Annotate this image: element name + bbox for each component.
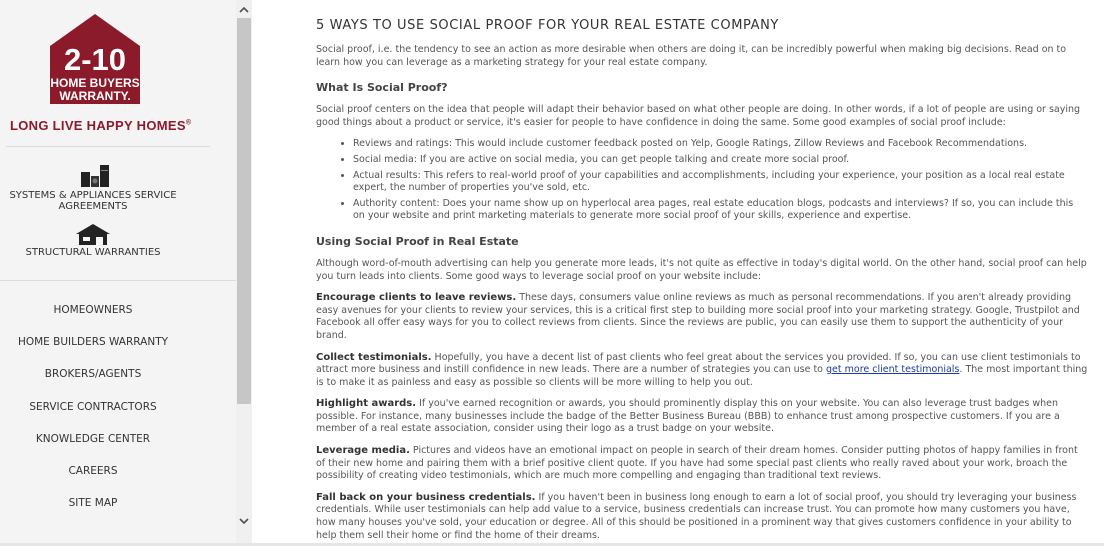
article-intro: Social proof, i.e. the tendency to see an action as more desirable when others are doing it, can be incredibly powerful when making big decisions. Read on to learn how you can leverage as a marketing strategy for your real estate company. xyxy=(316,44,1067,68)
scroll-thumb[interactable] xyxy=(237,18,251,404)
svg-text:WARRANTY.: WARRANTY. xyxy=(59,89,131,103)
list-item: • Reviews and ratings: This would include customer feedback posted on Yelp, Google Ratings, Zillow Reviews and Facebook Recommendations. xyxy=(353,138,1088,151)
strategy-text: If you haven't been in business long enough to earn a lot of social proof, you should try leveraging your business credentials. While user testimonials can help add value to a service, business credentials can increase trust. You can promote how many customers you have, how many houses you've sold, your education or degree. All of this should be positioned in a prominent way that gives customers confidence in your ability to help them sell their home or find the home of their dreams. xyxy=(316,491,1077,541)
strategy-lead: Leverage media. xyxy=(316,445,410,457)
testimonials-link[interactable]: get more client testimonials xyxy=(826,364,960,376)
list-item: • Actual results: This refers to real-world proof of your capabilities and accomplishments, including your experience, your position as a local real estate expert, the number of properties you've sold, etc. xyxy=(353,170,1088,195)
main-content xyxy=(252,0,1104,546)
nav-service-contractors[interactable]: SERVICE CONTRACTORS xyxy=(29,401,157,413)
nav-knowledge-center[interactable]: KNOWLEDGE CENTER xyxy=(35,433,151,445)
strategy-text: Pictures and videos have an emotional impact on people in search of their dream homes. Consider putting photos of happy families in front of their new home and pairing them with a brief positive client quote. If you have had some special past clients who really raved about your work, broach the possibility of creating video testimonials, which are much more compelling and engaging than traditional text reviews. xyxy=(316,445,1078,482)
sidebar-service-structural-warranties[interactable]: STRUCTURAL WARRANTIES xyxy=(25,247,161,258)
strategy-testimonials xyxy=(316,352,1088,390)
svg-text:2-10: 2-10 xyxy=(63,42,127,77)
appliances-icon xyxy=(80,164,110,188)
strategy-text: Hopefully, you have a decent list of past clients who feel great about the services you provided. If so, you can use client testimonials to attract more business and instill confidence in new leads. There are a number of strategies you can use to xyxy=(316,351,1081,376)
sidebar-divider xyxy=(0,280,236,281)
house-icon xyxy=(74,223,112,245)
strategy-lead: Fall back on your business credentials. xyxy=(316,491,536,503)
nav-site-map[interactable]: SITE MAP xyxy=(68,497,118,509)
nav-careers[interactable]: CAREERS xyxy=(68,465,118,477)
scroll-up-button[interactable] xyxy=(236,2,252,18)
section-heading: What Is Social Proof? xyxy=(316,81,448,95)
strategy-media xyxy=(316,445,1088,483)
brand-logo[interactable] xyxy=(0,0,236,146)
nav-homeowners[interactable]: HOMEOWNERS xyxy=(53,304,133,316)
article-title: 5 WAYS TO USE SOCIAL PROOF FOR YOUR REAL ESTATE COMPANY xyxy=(316,18,779,33)
nav-brokers-agents[interactable]: BROKERS/AGENTS xyxy=(44,368,142,380)
sidebar-divider xyxy=(6,146,210,147)
article-paragraph: Social proof centers on the idea that people will adapt their behavior based on what other people are doing. In other words, if a lot of people are using or saying good things about a product or service, it's easier for people to have confidence in doing the same. Some good examples of social proof include: xyxy=(316,104,1081,128)
strategy-text: If you've earned recognition or awards, you should prominently display this on your website. You can also leverage trust badges when possible. For instance, many businesses include the badge of the Better Business Bureau (BBB) to enhance trust among prospective customers. If you are a member of a real estate association, consider using their logo as a trust badge on your website. xyxy=(316,398,1060,435)
strategy-text: . The most important thing is to make it as painless and easy as possible so clients will be more willing to help you out. xyxy=(316,364,1088,388)
strategy-text: These days, consumers value online reviews as much as personal recommendations. If you aren't already providing easy avenues for your clients to review your services, this is a critical first step to building more social proof into your marketing strategy. Google, Trustpilot and Facebook all offer easy ways for you to collect reviews from clients. Since the reviews are public, you can easily use them to support the authenticity of your brand. xyxy=(316,292,1080,341)
strategy-credentials xyxy=(316,492,1088,542)
sidebar-service-systems-appliances[interactable]: SYSTEMS & APPLIANCES SERVICE AGREEMENTS xyxy=(9,190,177,212)
sidebar xyxy=(0,0,236,546)
sidebar-scrollbar[interactable] xyxy=(236,0,252,546)
list-item: • Authority content: Does your name show up on hyperlocal area pages, real estate education blogs, podcasts and interviews? If so, you can include this on your website and print marketing materials to generate more social proof of your skills, experience and expertise. xyxy=(353,198,1088,223)
nav-home-builders-warranty[interactable]: HOME BUILDERS WARRANTY xyxy=(17,336,169,348)
examples-list xyxy=(316,138,1088,223)
list-item: • Social media: If you are active on social media, you can get people talking and create more social proof. xyxy=(353,154,1088,167)
chevron-up-icon xyxy=(239,7,249,13)
strategy-awards xyxy=(316,398,1088,436)
svg-text:HOME BUYERS: HOME BUYERS xyxy=(50,76,140,90)
logo-house-icon xyxy=(46,12,144,106)
strategy-lead: Collect testimonials. xyxy=(316,351,432,363)
article xyxy=(316,18,1088,546)
strategy-lead: Encourage clients to leave reviews. xyxy=(316,292,517,304)
brand-tagline: LONG LIVE HAPPY HOMES® xyxy=(10,118,192,133)
strategy-lead: Highlight awards. xyxy=(316,398,417,410)
scroll-down-button[interactable] xyxy=(236,513,252,529)
chevron-down-icon xyxy=(239,518,249,524)
article-paragraph: Although word-of-mouth advertising can help you generate more leads, it's not quite as effective in today's digital world. On the other hand, social proof can help you turn leads into clients. Some good ways to leverage social proof on your website include: xyxy=(316,257,1087,282)
strategy-reviews xyxy=(316,292,1088,342)
section-heading: Using Social Proof in Real Estate xyxy=(316,234,519,248)
